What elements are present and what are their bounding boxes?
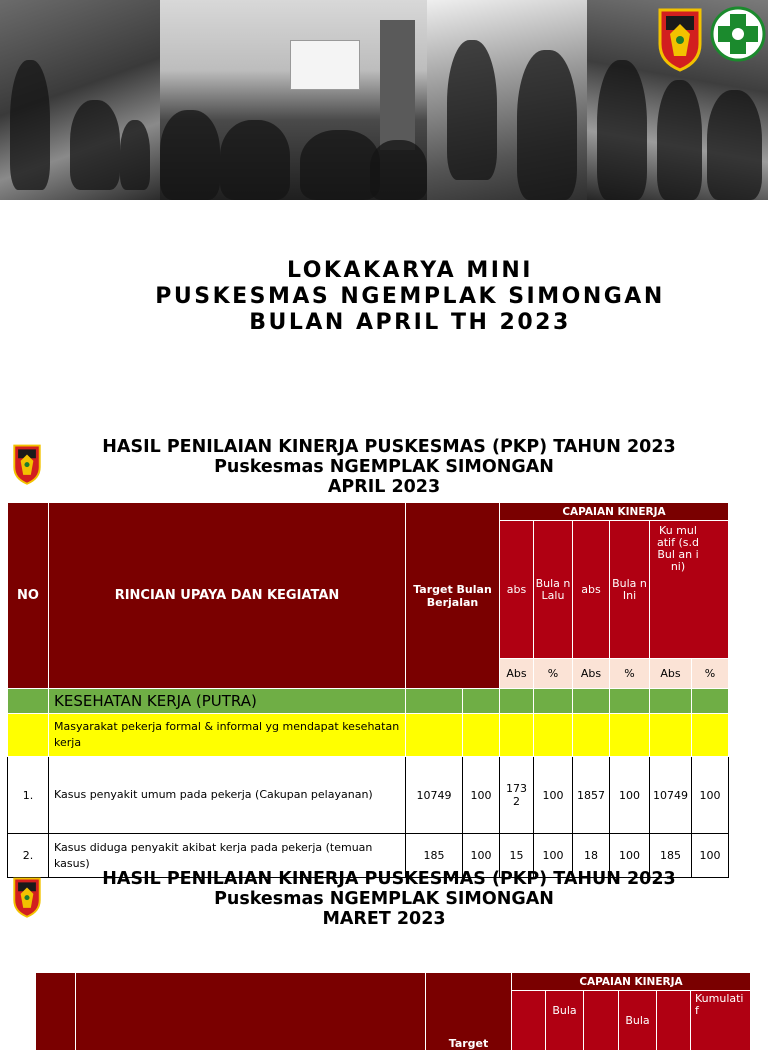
pkp-title: HASIL PENILAIAN KINERJA PUSKESMAS (PKP) TAHUN 2023 [102, 437, 676, 457]
subheader-pct-2: % [610, 659, 650, 689]
row-target: 185 [406, 834, 463, 878]
row-description: Kasus diduga penyakit akibat kerja pada pekerja (temuan kasus) [49, 834, 406, 878]
row-pct-ini: 100 [610, 834, 650, 878]
row-abs-ini: 18 [573, 834, 610, 878]
row-number: 2. [8, 834, 49, 878]
subheader-pct-3: % [692, 659, 729, 689]
row-number: 1. [8, 757, 49, 834]
row-abs-kum: 185 [650, 834, 692, 878]
pkp-month: APRIL 2023 [327, 477, 441, 497]
row-pct-kum: 100 [692, 834, 729, 878]
header-capaian: CAPAIAN KINERJA [500, 503, 729, 521]
header-kumulatif: Kumulati f [691, 991, 751, 1051]
pkp-title: HASIL PENILAIAN KINERJA PUSKESMAS (PKP) TAHUN 2023 [102, 869, 676, 889]
section-row [8, 689, 729, 714]
section-label: KESEHATAN KERJA (PUTRA) [49, 689, 406, 714]
subheader-pct-1: % [534, 659, 573, 689]
header-bulan-lalu: Bula [546, 991, 584, 1051]
subheader-abs-2: Abs [573, 659, 610, 689]
row-description: Kasus penyakit umum pada pekerja (Cakupan pelayanan) [49, 757, 406, 834]
header-bulan-ini: Bula [619, 991, 657, 1051]
pkp-month: MARET 2023 [322, 909, 446, 929]
pkp-maret-heading [0, 869, 768, 929]
header-no: NO [8, 503, 49, 689]
header-abs-2: abs [573, 521, 610, 659]
row-abs-kum: 10749 [650, 757, 692, 834]
row-pct-ini: 100 [610, 757, 650, 834]
row-abs-lalu: 173 2 [500, 757, 534, 834]
subheader-abs-3: Abs [650, 659, 692, 689]
pkp-april-table [7, 502, 729, 878]
table-row [8, 757, 729, 834]
pkp-subtitle: Puskesmas NGEMPLAK SIMONGAN [214, 889, 554, 909]
row-target: 10749 [406, 757, 463, 834]
header-target: Target Bulan Berjalan [406, 503, 500, 689]
program-label: Masyarakat pekerja formal & informal yg mendapat kesehatan kerja [49, 714, 406, 757]
slide-title-line-3: BULAN APRIL TH 2023 [249, 310, 571, 335]
pkp-subtitle: Puskesmas NGEMPLAK SIMONGAN [214, 457, 554, 477]
row-abs-ini: 1857 [573, 757, 610, 834]
header-abs-1: abs [500, 521, 534, 659]
pkp-april-heading [0, 437, 768, 497]
row-target-pct: 100 [463, 834, 500, 878]
header-capaian: CAPAIAN KINERJA [512, 973, 751, 991]
program-row [8, 714, 729, 757]
slide-title-line-2: PUSKESMAS NGEMPLAK SIMONGAN [155, 284, 665, 309]
header-bulan-ini: Bula n Ini [610, 521, 650, 659]
row-pct-kum: 100 [692, 757, 729, 834]
header-bulan-lalu: Bula n Lalu [534, 521, 573, 659]
row-abs-lalu: 15 [500, 834, 534, 878]
row-pct-lalu: 100 [534, 757, 573, 834]
pkp-maret-section [0, 866, 768, 1050]
pkp-maret-table [35, 972, 751, 1051]
header-target: Target [426, 973, 512, 1051]
header-kumulatif: Ku mul atif (s.d Bul an ini) [650, 521, 729, 659]
slide-title-line-1: LOKAKARYA MINI [286, 258, 533, 283]
row-target-pct: 100 [463, 757, 500, 834]
header-rincian: RINCIAN UPAYA DAN KEGIATAN [49, 503, 406, 689]
row-pct-lalu: 100 [534, 834, 573, 878]
subheader-abs-1: Abs [500, 659, 534, 689]
